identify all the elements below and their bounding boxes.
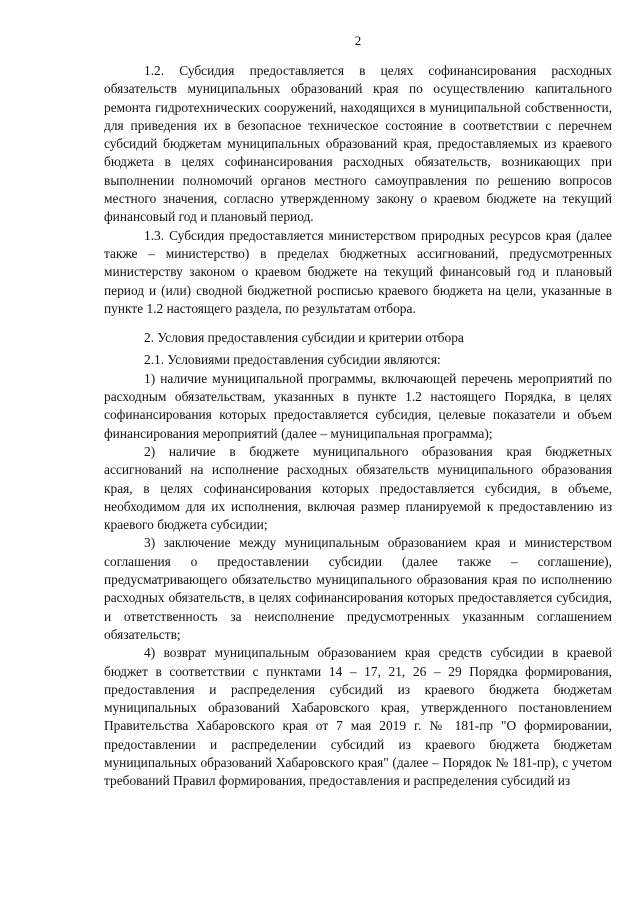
page-number: 2	[354, 33, 362, 48]
condition-item-4: 4) возврат муниципальным образованием края средств субсидии в краевой бюджет в соответствии с пунктами 14 – 17, 21, 26 – 29 Порядка формирования, предоставления и распределения субсидий из краевого бюджета бюджетам муниципальных образований Хабаровского края, утвержденного постановлением Правительства Хабаровского края от 7 мая 2019 г. № 181-пр "О формировании, предоставлении и распределении субсидий из краевого бюджета бюджетам муниципальных образований Хабаровского края" (далее – Порядок № 181-пр), с учетом требований Правил формирования, предоставления и распределения субсидий из	[104, 645, 612, 789]
section-heading-2: 2. Условия предоставления субсидии и критерии отбора	[144, 330, 464, 346]
condition-item-3: 3) заключение между муниципальным образованием края и министерством соглашения о предоставлении субсидии (далее также – соглашение), предусматривающего обязательство муниципального образования края по исполнению расходных обязательств, в целях софинансирования которых предоставляется субсидия, и ответственность за неисполнение предусмотренных указанным соглашением обязательств;	[104, 535, 612, 642]
condition-item-2: 2) наличие в бюджете муниципального образования края бюджетных ассигнований на исполнение расходных обязательств муниципального образования края, в целях софинансирования которых предоставляется субсидия, в объеме, необходимом для их исполнения, включая размер планируемой к предоставлению из краевого бюджета субсидии;	[104, 443, 612, 533]
paragraph-2-1: 2.1. Условиями предоставления субсидии являются:	[144, 352, 441, 368]
condition-item-1: 1) наличие муниципальной программы, включающей перечень мероприятий по расходным обязательствам, указанных в пункте 1.2 настоящего Порядка, в целях софинансирования которых предоставляется субсидия, целевые показатели и объем финансирования мероприятий (далее – муниципальная программа);	[104, 370, 612, 441]
paragraph-1-2: 1.2. Субсидия предоставляется в целях софинансирования расходных обязательств муниципальных образований края по осуществлению капитального ремонта гидротехнических сооружений, находящихся в муниципальной собственности, для приведения их в безопасное техническое состояние в соответствии с перечнем субсидий бюджетам муниципальных образований края, предоставляемых из краевого бюджета в целях софинансирования расходных обязательств, возникающих при выполнении полномочий органов местного самоуправления по решению вопросов местного значения, согласно утвержденному закону о краевом бюджете на текущий финансовый год и плановый период.	[104, 63, 612, 225]
section-spacer	[104, 318, 612, 329]
paragraph-1-3: 1.3. Субсидия предоставляется министерством природных ресурсов края (далее также – министерство) в пределах бюджетных ассигнований, предусмотренных министерству законом о краевом бюджете на текущий финансовый год и плановый период и (или) сводной бюджетной росписью краевого бюджета на цели, указанные в пункте 1.2 настоящего раздела, по результатам отбора.	[104, 227, 612, 316]
